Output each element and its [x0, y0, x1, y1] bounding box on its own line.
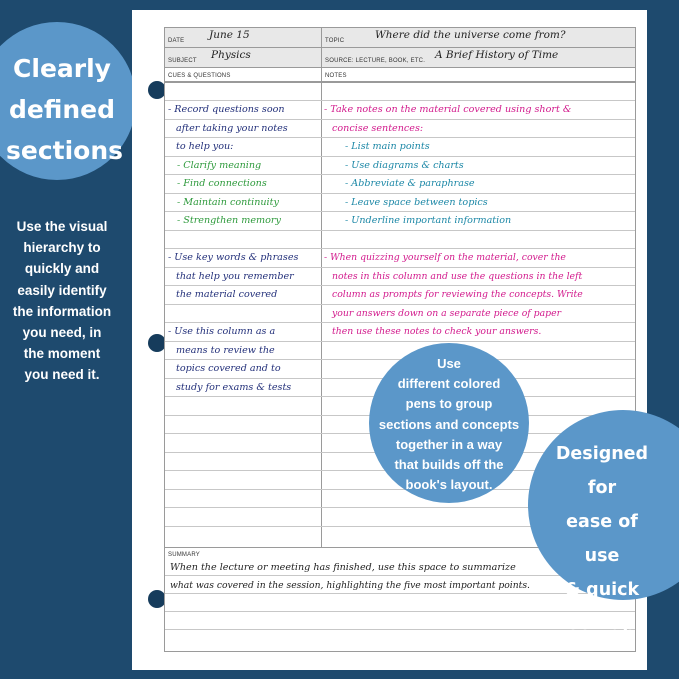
subject-value: Physics [211, 49, 251, 61]
source-value: A Brief History of Time [435, 49, 559, 61]
summary-label: SUMMARY [168, 552, 200, 558]
note-text: your answers down on a separate piece of paper [332, 308, 562, 319]
right-callout-text [548, 437, 656, 641]
rule-line [165, 341, 635, 342]
left-description-line: Use the visual [16, 219, 108, 234]
summary-text: When the lecture or meeting has finished, use this space to summarize [170, 562, 516, 573]
rule-line [165, 137, 635, 138]
note-subpoint: - List main points [345, 141, 430, 152]
notes-label: NOTES [325, 73, 347, 79]
left-description [0, 216, 124, 386]
topic-value: Where did the universe come from? [375, 29, 566, 41]
rule-line [165, 119, 635, 120]
cue-text: the material covered [176, 289, 278, 300]
rule-line [165, 82, 635, 83]
note-subpoint: - Leave space between topics [345, 197, 488, 208]
cue-text: that help you remember [176, 271, 294, 282]
subject-label: SUBJECT [168, 58, 197, 64]
note-text: - Take notes on the material covered using short & [324, 104, 572, 115]
left-title [6, 48, 124, 171]
note-text: - When quizzing yourself on the material, cover the [324, 252, 566, 263]
center-callout-line: together in a way [395, 436, 503, 452]
center-callout-text [374, 354, 524, 495]
source-label: SOURCE: LECTURE, BOOK, ETC. [325, 58, 426, 64]
center-callout-line: Use [437, 356, 461, 371]
center-callout-line: book's layout. [405, 477, 493, 493]
cue-text: - Record questions soon [168, 104, 285, 115]
rule-line [165, 156, 635, 157]
left-description-line: easily identify [17, 282, 107, 298]
left-description-line: hierarchy to [23, 240, 101, 256]
note-text: concise sentences: [332, 123, 424, 134]
date-value: June 15 [209, 29, 250, 41]
rule-line [165, 304, 635, 305]
cue-subpoint: - Strengthen memory [177, 215, 281, 226]
left-title-line: Clearly [13, 54, 111, 83]
rule-line [165, 100, 635, 101]
left-description-line: the information [12, 303, 112, 319]
note-subpoint: - Underline important information [345, 215, 512, 226]
rule-line [165, 230, 635, 231]
left-description-line: you need it. [24, 367, 100, 383]
header-row-columns [165, 68, 635, 82]
cue-text: after taking your notes [176, 123, 288, 134]
right-callout-line: ease of use [566, 512, 638, 566]
center-callout-line: sections and concepts [378, 416, 520, 432]
right-callout-line: & quick [564, 580, 640, 600]
cue-text: - Use key words & phrases [168, 252, 299, 263]
topic-label: TOPIC [325, 38, 345, 44]
center-callout-line: pens to group [405, 396, 493, 412]
right-callout-line: Designed for [555, 444, 649, 498]
right-callout-line: look-up! [561, 614, 643, 634]
left-description-line: quickly and [24, 261, 100, 277]
cue-text: to help you: [176, 141, 234, 152]
cue-text: means to review the [176, 345, 275, 356]
left-description-line: you need, in [22, 325, 102, 341]
note-text: notes in this column and use the questions in the left [332, 271, 583, 282]
center-callout-line: different colored [397, 376, 501, 392]
cue-text: study for exams & tests [176, 382, 292, 393]
rule-line [165, 211, 635, 212]
rule-line [165, 267, 635, 268]
cue-subpoint: - Maintain continuity [177, 197, 279, 208]
cue-text: topics covered and to [176, 363, 281, 374]
left-description-line: the moment [23, 346, 101, 362]
note-text: then use these notes to check your answers. [332, 326, 542, 337]
date-label: DATE [168, 38, 185, 44]
note-subpoint: - Abbreviate & paraphrase [345, 178, 475, 189]
rule-line [165, 193, 635, 194]
cue-text: - Use this column as a [168, 326, 276, 337]
note-subpoint: - Use diagrams & charts [345, 160, 464, 171]
left-title-line: defined [8, 95, 116, 124]
center-callout-line: that builds off the [394, 457, 504, 473]
summary-text: what was covered in the session, highlighting the five most important points. [170, 580, 530, 591]
cue-subpoint: - Clarify meaning [177, 160, 262, 171]
rule-line [165, 322, 635, 323]
rule-line [165, 285, 635, 286]
cue-subpoint: - Find connections [177, 178, 267, 189]
rule-line [165, 248, 635, 249]
cues-label: CUES & QUESTIONS [168, 73, 231, 79]
rule-line [165, 174, 635, 175]
left-title-line: sections [6, 136, 124, 165]
note-text: column as prompts for reviewing the concepts. Write [332, 289, 583, 300]
